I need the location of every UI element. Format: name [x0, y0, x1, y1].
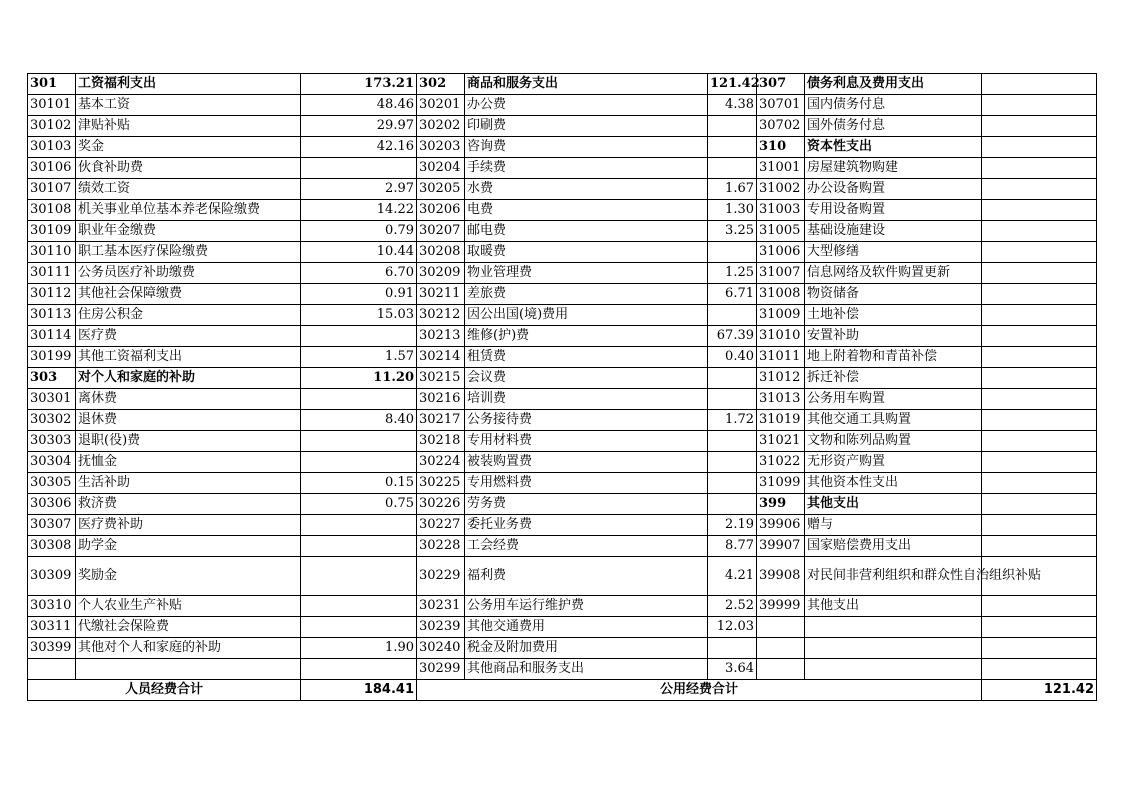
cell-code: 399: [757, 494, 805, 515]
cell-name: 国外债务付息: [805, 116, 982, 137]
cell-amount: 3.25: [708, 221, 757, 242]
cell-name: 工资福利支出: [76, 74, 301, 95]
cell-code: 302: [417, 74, 465, 95]
table-row: [28, 452, 1097, 473]
cell-code: 30227: [417, 515, 465, 536]
cell-name: 津贴补贴: [76, 116, 301, 137]
cell-code: 30209: [417, 263, 465, 284]
cell-amount: [982, 596, 1097, 617]
cell-name: 信息网络及软件购置更新: [805, 263, 982, 284]
cell-name: 个人农业生产补贴: [76, 596, 301, 617]
cell-name: 安置补助: [805, 326, 982, 347]
cell-amount: [982, 158, 1097, 179]
cell-code: 30199: [28, 347, 76, 368]
cell-name: 专用设备购置: [805, 200, 982, 221]
cell-name: 其他支出: [805, 494, 982, 515]
cell-name: 职工基本医疗保险缴费: [76, 242, 301, 263]
cell-name: 咨询费: [465, 137, 708, 158]
cell-code: 30213: [417, 326, 465, 347]
cell-code: 307: [757, 74, 805, 95]
cell-code: 30204: [417, 158, 465, 179]
cell-amount: [708, 305, 757, 326]
cell-code: 31012: [757, 368, 805, 389]
cell-code: 30112: [28, 284, 76, 305]
cell-code: 30228: [417, 536, 465, 557]
cell-code: 30214: [417, 347, 465, 368]
cell-name: 其他工资福利支出: [76, 347, 301, 368]
cell-amount: 48.46: [301, 95, 417, 116]
cell-amount: [982, 473, 1097, 494]
cell-name: 绩效工资: [76, 179, 301, 200]
cell-name: 机关事业单位基本养老保险缴费: [76, 200, 301, 221]
table-row: [28, 368, 1097, 389]
cell-code: 30107: [28, 179, 76, 200]
cell-name: 大型修缮: [805, 242, 982, 263]
cell-name: 工会经费: [465, 536, 708, 557]
cell-code: 31019: [757, 410, 805, 431]
cell-amount: 0.40: [708, 347, 757, 368]
cell-amount: [982, 284, 1097, 305]
cell-name: 离休费: [76, 389, 301, 410]
cell-name: 其他支出: [805, 596, 982, 617]
cell-amount: [708, 494, 757, 515]
cell-amount: 1.30: [708, 200, 757, 221]
cell-amount: [301, 659, 417, 680]
cell-name: 奖金: [76, 137, 301, 158]
cell-name: 水费: [465, 179, 708, 200]
budget-expense-table: [27, 73, 1097, 701]
cell-name: 医疗费: [76, 326, 301, 347]
cell-name: 培训费: [465, 389, 708, 410]
cell-amount: [982, 305, 1097, 326]
cell-code: 30399: [28, 638, 76, 659]
cell-name: 其他对个人和家庭的补助: [76, 638, 301, 659]
cell-name: [805, 638, 982, 659]
cell-amount: [982, 137, 1097, 158]
cell-amount: [708, 473, 757, 494]
cell-name: [805, 659, 982, 680]
personnel-total-amount: 184.41: [301, 680, 417, 701]
cell-code: 310: [757, 137, 805, 158]
cell-name: 物资储备: [805, 284, 982, 305]
table-row: [28, 515, 1097, 536]
cell-name: 专用材料费: [465, 431, 708, 452]
cell-code: 31001: [757, 158, 805, 179]
cell-code: 301: [28, 74, 76, 95]
cell-code: 303: [28, 368, 76, 389]
cell-amount: [301, 536, 417, 557]
table-row: [28, 263, 1097, 284]
cell-code: 30108: [28, 200, 76, 221]
cell-name: 救济费: [76, 494, 301, 515]
cell-name: 公务接待费: [465, 410, 708, 431]
cell-amount: 11.20: [301, 368, 417, 389]
cell-name: 手续费: [465, 158, 708, 179]
table-row: [28, 557, 1097, 596]
cell-code: 31099: [757, 473, 805, 494]
cell-amount: [982, 179, 1097, 200]
cell-code: 30308: [28, 536, 76, 557]
cell-name: 电费: [465, 200, 708, 221]
cell-name: 医疗费补助: [76, 515, 301, 536]
cell-name: 国内债务付息: [805, 95, 982, 116]
cell-code: [757, 659, 805, 680]
cell-amount: 67.39: [708, 326, 757, 347]
cell-name: 其他社会保障缴费: [76, 284, 301, 305]
cell-name: 被装购置费: [465, 452, 708, 473]
table-row: [28, 389, 1097, 410]
table-row: [28, 137, 1097, 158]
cell-name: [805, 617, 982, 638]
table-row: [28, 221, 1097, 242]
cell-amount: 1.90: [301, 638, 417, 659]
cell-code: 30111: [28, 263, 76, 284]
table-row: [28, 305, 1097, 326]
cell-amount: [982, 326, 1097, 347]
cell-name: 房屋建筑物购建: [805, 158, 982, 179]
cell-code: 30202: [417, 116, 465, 137]
cell-name: 印刷费: [465, 116, 708, 137]
cell-name: 对民间非营利组织和群众性自治组织补贴: [805, 557, 982, 596]
cell-amount: 1.57: [301, 347, 417, 368]
cell-amount: [982, 389, 1097, 410]
cell-name: 文物和陈列品购置: [805, 431, 982, 452]
cell-amount: [982, 74, 1097, 95]
cell-name: 公务员医疗补助缴费: [76, 263, 301, 284]
cell-name: 取暖费: [465, 242, 708, 263]
cell-code: 30216: [417, 389, 465, 410]
cell-amount: [982, 515, 1097, 536]
cell-amount: 1.25: [708, 263, 757, 284]
cell-code: 30215: [417, 368, 465, 389]
cell-amount: 29.97: [301, 116, 417, 137]
cell-code: 30110: [28, 242, 76, 263]
cell-amount: 1.67: [708, 179, 757, 200]
cell-name: 会议费: [465, 368, 708, 389]
cell-name: 代缴社会保险费: [76, 617, 301, 638]
cell-name: 办公设备购置: [805, 179, 982, 200]
cell-name: 委托业务费: [465, 515, 708, 536]
table-row: [28, 116, 1097, 137]
cell-amount: [708, 452, 757, 473]
cell-amount: [301, 326, 417, 347]
cell-amount: [708, 137, 757, 158]
cell-code: 30311: [28, 617, 76, 638]
cell-amount: [301, 389, 417, 410]
cell-name: 职业年金缴费: [76, 221, 301, 242]
public-total-label: 公用经费合计: [417, 680, 982, 701]
table-row: [28, 596, 1097, 617]
cell-code: 31021: [757, 431, 805, 452]
cell-code: 30306: [28, 494, 76, 515]
cell-name: 无形资产购置: [805, 452, 982, 473]
cell-amount: [708, 242, 757, 263]
cell-code: 31005: [757, 221, 805, 242]
cell-name: [76, 659, 301, 680]
cell-code: 39999: [757, 596, 805, 617]
cell-name: 资本性支出: [805, 137, 982, 158]
table-row: [28, 410, 1097, 431]
cell-amount: 3.64: [708, 659, 757, 680]
cell-name: 劳务费: [465, 494, 708, 515]
cell-code: 30103: [28, 137, 76, 158]
cell-code: 30212: [417, 305, 465, 326]
cell-code: 39907: [757, 536, 805, 557]
cell-code: 30302: [28, 410, 76, 431]
table-row: [28, 473, 1097, 494]
cell-name: 公务用车运行维护费: [465, 596, 708, 617]
cell-code: 39906: [757, 515, 805, 536]
table-row: [28, 326, 1097, 347]
cell-amount: 4.21: [708, 557, 757, 596]
cell-code: 30101: [28, 95, 76, 116]
cell-name: 邮电费: [465, 221, 708, 242]
cell-code: 30205: [417, 179, 465, 200]
cell-code: 31010: [757, 326, 805, 347]
cell-amount: [301, 158, 417, 179]
cell-name: 奖励金: [76, 557, 301, 596]
cell-name: 退职(役)费: [76, 431, 301, 452]
cell-code: 30106: [28, 158, 76, 179]
cell-name: 生活补助: [76, 473, 301, 494]
table-row: [28, 242, 1097, 263]
cell-amount: [982, 617, 1097, 638]
cell-amount: [982, 242, 1097, 263]
cell-name: 地上附着物和青苗补偿: [805, 347, 982, 368]
cell-amount: 0.79: [301, 221, 417, 242]
cell-amount: 14.22: [301, 200, 417, 221]
table-row: [28, 536, 1097, 557]
cell-code: [28, 659, 76, 680]
cell-amount: [982, 536, 1097, 557]
table-row: [28, 74, 1097, 95]
cell-amount: [301, 596, 417, 617]
cell-code: 30226: [417, 494, 465, 515]
personnel-total-label: 人员经费合计: [28, 680, 301, 701]
cell-amount: 4.38: [708, 95, 757, 116]
cell-code: 31003: [757, 200, 805, 221]
cell-code: 31007: [757, 263, 805, 284]
cell-amount: [708, 116, 757, 137]
cell-code: 30701: [757, 95, 805, 116]
table-row: [28, 617, 1097, 638]
cell-amount: [301, 452, 417, 473]
cell-name: 基础设施建设: [805, 221, 982, 242]
cell-name: 其他交通费用: [465, 617, 708, 638]
cell-name: 办公费: [465, 95, 708, 116]
cell-amount: [982, 263, 1097, 284]
cell-code: 30218: [417, 431, 465, 452]
cell-amount: 42.16: [301, 137, 417, 158]
cell-amount: [708, 431, 757, 452]
cell-name: 抚恤金: [76, 452, 301, 473]
cell-amount: [982, 494, 1097, 515]
cell-code: 30231: [417, 596, 465, 617]
cell-amount: 15.03: [301, 305, 417, 326]
cell-code: 31011: [757, 347, 805, 368]
cell-code: 30206: [417, 200, 465, 221]
cell-name: 住房公积金: [76, 305, 301, 326]
cell-code: 31022: [757, 452, 805, 473]
table-row: [28, 95, 1097, 116]
cell-code: 31013: [757, 389, 805, 410]
cell-name: 因公出国(境)费用: [465, 305, 708, 326]
table-row: [28, 200, 1097, 221]
cell-amount: 6.71: [708, 284, 757, 305]
cell-amount: [982, 116, 1097, 137]
cell-amount: [301, 515, 417, 536]
cell-amount: [708, 389, 757, 410]
table-row: [28, 431, 1097, 452]
cell-code: [757, 638, 805, 659]
cell-name: 债务利息及费用支出: [805, 74, 982, 95]
cell-amount: [301, 617, 417, 638]
cell-code: 31008: [757, 284, 805, 305]
cell-amount: [982, 200, 1097, 221]
cell-amount: [708, 368, 757, 389]
table-row: [28, 494, 1097, 515]
cell-name: 商品和服务支出: [465, 74, 708, 95]
cell-code: 30211: [417, 284, 465, 305]
cell-amount: [982, 659, 1097, 680]
cell-code: 31002: [757, 179, 805, 200]
cell-amount: [982, 368, 1097, 389]
cell-amount: 2.97: [301, 179, 417, 200]
cell-amount: 2.52: [708, 596, 757, 617]
cell-code: 30301: [28, 389, 76, 410]
cell-amount: 8.40: [301, 410, 417, 431]
cell-name: 赠与: [805, 515, 982, 536]
cell-name: 福利费: [465, 557, 708, 596]
cell-name: 其他商品和服务支出: [465, 659, 708, 680]
cell-name: 国家赔偿费用支出: [805, 536, 982, 557]
cell-name: 公务用车购置: [805, 389, 982, 410]
cell-name: 物业管理费: [465, 263, 708, 284]
cell-amount: [982, 347, 1097, 368]
cell-code: 30114: [28, 326, 76, 347]
cell-name: 专用燃料费: [465, 473, 708, 494]
cell-amount: 0.75: [301, 494, 417, 515]
table-row: [28, 158, 1097, 179]
cell-code: 30113: [28, 305, 76, 326]
cell-code: [757, 617, 805, 638]
table-row: [28, 659, 1097, 680]
cell-amount: [708, 158, 757, 179]
cell-code: 30305: [28, 473, 76, 494]
cell-name: 退休费: [76, 410, 301, 431]
cell-code: 30240: [417, 638, 465, 659]
cell-code: 30109: [28, 221, 76, 242]
cell-amount: [982, 95, 1097, 116]
cell-amount: [301, 557, 417, 596]
table-row: [28, 179, 1097, 200]
cell-code: 30102: [28, 116, 76, 137]
cell-amount: 8.77: [708, 536, 757, 557]
cell-amount: [982, 221, 1097, 242]
cell-amount: 6.70: [301, 263, 417, 284]
cell-code: 30225: [417, 473, 465, 494]
cell-amount: [982, 452, 1097, 473]
cell-amount: 2.19: [708, 515, 757, 536]
cell-amount: [708, 638, 757, 659]
cell-amount: [982, 638, 1097, 659]
cell-code: 30299: [417, 659, 465, 680]
cell-code: 39908: [757, 557, 805, 596]
table-body: [28, 74, 1097, 680]
cell-code: 30307: [28, 515, 76, 536]
cell-code: 30310: [28, 596, 76, 617]
cell-name: 其他资本性支出: [805, 473, 982, 494]
cell-amount: 121.42: [708, 74, 757, 95]
public-total-amount: 121.42: [982, 680, 1097, 701]
cell-code: 30203: [417, 137, 465, 158]
cell-amount: 0.15: [301, 473, 417, 494]
cell-name: 基本工资: [76, 95, 301, 116]
cell-name: 其他交通工具购置: [805, 410, 982, 431]
cell-name: 拆迁补偿: [805, 368, 982, 389]
cell-amount: 1.72: [708, 410, 757, 431]
cell-code: 30239: [417, 617, 465, 638]
cell-name: 维修(护)费: [465, 326, 708, 347]
cell-code: 31006: [757, 242, 805, 263]
cell-amount: 0.91: [301, 284, 417, 305]
cell-code: 30201: [417, 95, 465, 116]
cell-code: 30224: [417, 452, 465, 473]
cell-code: 30208: [417, 242, 465, 263]
cell-code: 31009: [757, 305, 805, 326]
cell-amount: 12.03: [708, 617, 757, 638]
cell-code: 30702: [757, 116, 805, 137]
cell-code: 30303: [28, 431, 76, 452]
table-row: [28, 284, 1097, 305]
cell-name: 助学金: [76, 536, 301, 557]
cell-amount: [301, 431, 417, 452]
cell-name: 伙食补助费: [76, 158, 301, 179]
cell-name: 税金及附加费用: [465, 638, 708, 659]
cell-amount: [982, 410, 1097, 431]
cell-amount: 173.21: [301, 74, 417, 95]
cell-name: 差旅费: [465, 284, 708, 305]
cell-code: 30217: [417, 410, 465, 431]
cell-amount: [982, 431, 1097, 452]
table-row: [28, 347, 1097, 368]
cell-code: 30309: [28, 557, 76, 596]
cell-code: 30304: [28, 452, 76, 473]
table-row: [28, 638, 1097, 659]
cell-amount: 10.44: [301, 242, 417, 263]
cell-name: 土地补偿: [805, 305, 982, 326]
cell-code: 30229: [417, 557, 465, 596]
cell-name: 租赁费: [465, 347, 708, 368]
cell-code: 30207: [417, 221, 465, 242]
totals-row: [28, 680, 1097, 701]
cell-name: 对个人和家庭的补助: [76, 368, 301, 389]
